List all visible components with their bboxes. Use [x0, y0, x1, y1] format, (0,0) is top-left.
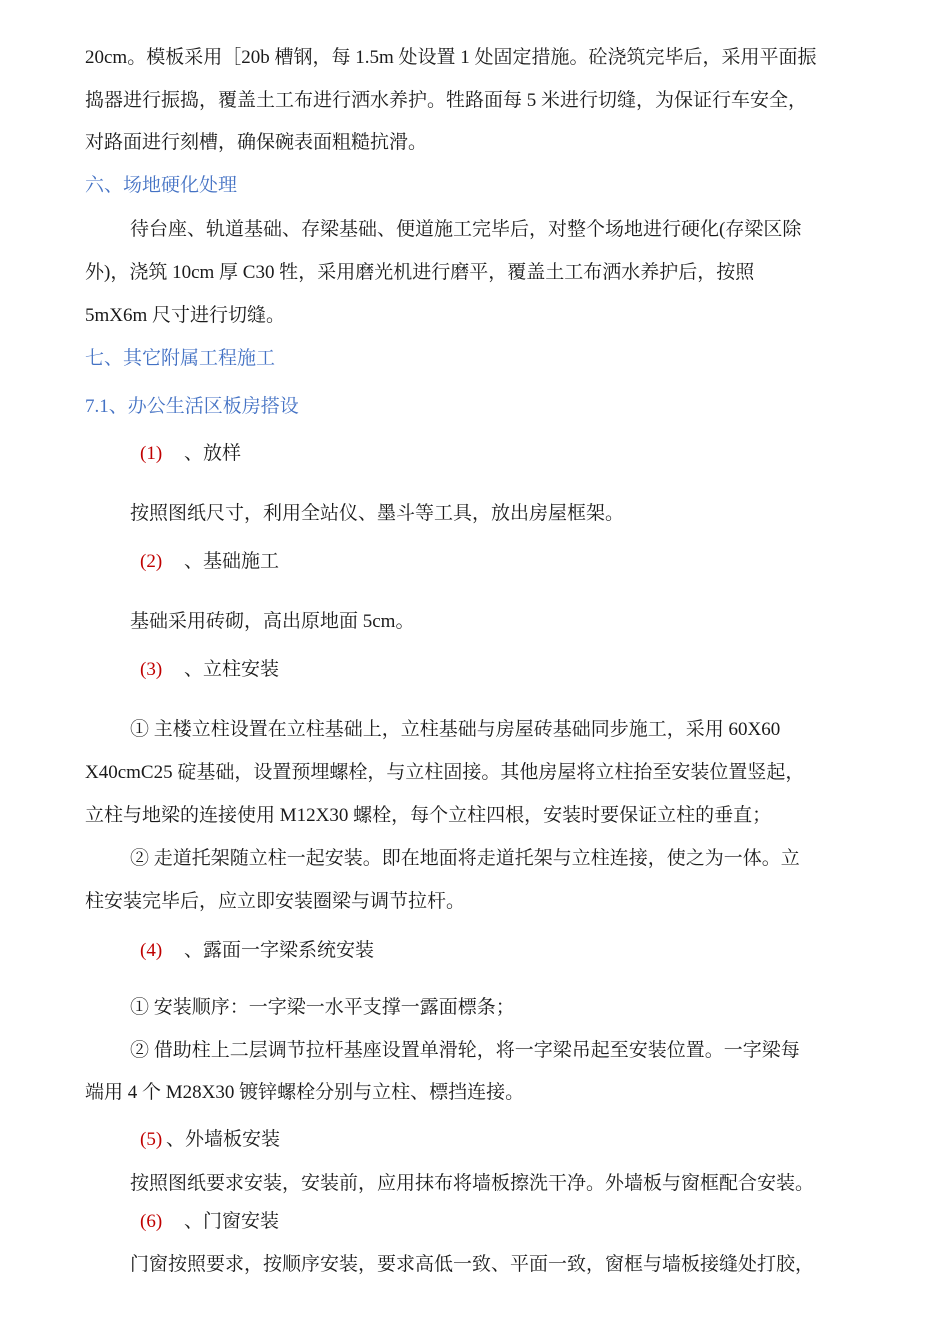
paragraph-line: 5mX6m 尺寸进行切缝。 — [85, 305, 286, 326]
step-label-1: 、放样 — [184, 443, 242, 464]
step-text-2: 基础采用砖砌，高出原地面 5cm。 — [130, 611, 415, 632]
step-label-6: 、门窗安装 — [184, 1211, 280, 1232]
paragraph-line: X40cmC25 碇基础，设置预埋螺栓，与立柱固接。其他房屋将立柱抬至安装位置竖起， — [85, 762, 805, 783]
step-number-2: (2) — [140, 551, 163, 572]
paragraph-line: 对路面进行刻槽，确保碗表面粗糙抗滑。 — [85, 132, 428, 153]
section-heading-7: 七、其它附属工程施工 — [85, 348, 276, 369]
step-label-4: 、露面一字梁系统安装 — [184, 940, 375, 961]
step-number-3: (3) — [140, 659, 163, 680]
paragraph-line: ① 主楼立柱设置在立柱基础上，立柱基础与房屋砖基础同步施工，采用 60X60 — [130, 719, 781, 740]
section-heading-6: 六、场地硬化处理 — [85, 175, 238, 196]
step-number-6: (6) — [140, 1211, 163, 1232]
step-label-5: 、外墙板安装 — [166, 1129, 281, 1150]
paragraph-line: 柱安装完毕后，应立即安装圈梁与调节拉杆。 — [85, 891, 466, 912]
step-text-5: 按照图纸要求安装，安装前，应用抹布将墙板擦洗干净。外墙板与窗框配合安装。 — [130, 1173, 815, 1194]
paragraph-line: ② 走道托架随立柱一起安装。即在地面将走道托架与立柱连接，使之为一体。立 — [130, 848, 800, 869]
step-label-2: 、基础施工 — [184, 551, 280, 572]
paragraph-line: ② 借助柱上二层调节拉杆基座设置单滑轮，将一字梁吊起至安装位置。一字梁每 — [130, 1040, 800, 1061]
step-label-3: 、立柱安装 — [184, 659, 280, 680]
paragraph-line: ① 安装顺序：一字梁一水平支撑一露面標条； — [130, 997, 515, 1018]
paragraph-line: 立柱与地梁的连接使用 M12X30 螺栓，每个立柱四根，安装时要保证立柱的垂直； — [85, 805, 772, 826]
paragraph-line: 20cm。模板采用［20b 槽钢，每 1.5m 处设置 1 处固定措施。砼浇筑完毕后，采用平面振 — [85, 47, 817, 68]
paragraph-line: 待台座、轨道基础、存梁基础、便道施工完毕后，对整个场地进行硬化(存梁区除 — [130, 219, 802, 240]
step-number-4: (4) — [140, 940, 163, 961]
paragraph-line: 外)，浇筑 10cm 厚 C30 牲，采用磨光机进行磨平，覆盖土工布洒水养护后，按照 — [85, 262, 755, 283]
step-number-1: (1) — [140, 443, 163, 464]
paragraph-line: 捣器进行振捣，覆盖土工布进行洒水养护。牲路面每 5 米进行切缝，为保证行车安全， — [85, 90, 808, 111]
step-text-6: 门窗按照要求，按顺序安装，要求高低一致、平面一致，窗框与墙板接缝处打胶， — [130, 1254, 815, 1275]
step-text-1: 按照图纸尺寸，利用全站仪、墨斗等工具，放出房屋框架。 — [130, 503, 625, 524]
subsection-heading-7-1: 7.1、办公生活区板房搭设 — [85, 396, 299, 417]
paragraph-line: 端用 4 个 M28X30 镀锌螺栓分别与立柱、標挡连接。 — [85, 1082, 525, 1103]
step-number-5: (5) — [140, 1129, 163, 1150]
